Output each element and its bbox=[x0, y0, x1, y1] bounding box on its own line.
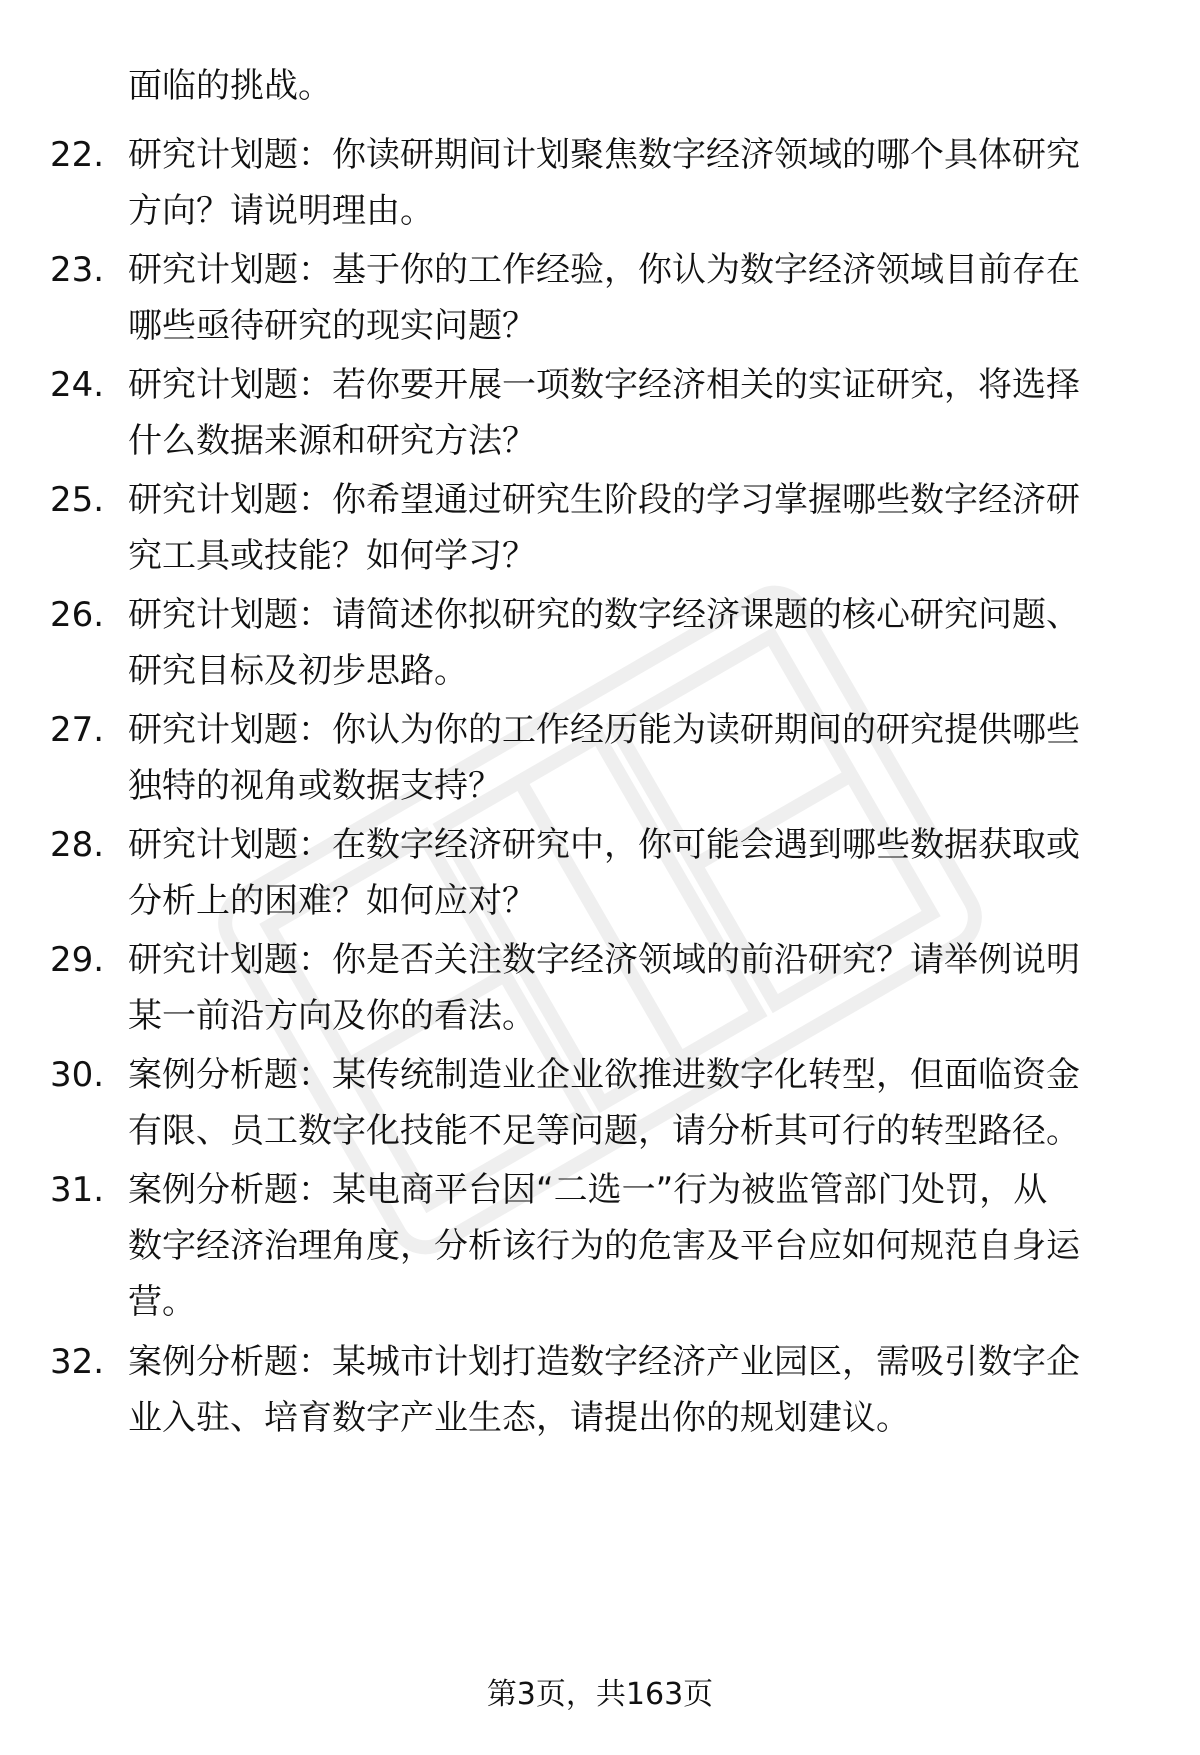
question-line: 案例分析题：某电商平台因“二选一”行为被监管部门处罚，从 bbox=[128, 1170, 1048, 1210]
question-line: 究工具或技能？如何学习？ bbox=[128, 536, 536, 576]
question-line: 有限、员工数字化技能不足等问题，请分析其可行的转型路径。 bbox=[128, 1111, 1080, 1151]
question-line: 分析上的困难？如何应对？ bbox=[128, 881, 536, 921]
question-line: 案例分析题：某传统制造业企业欲推进数字化转型，但面临资金 bbox=[128, 1055, 1080, 1095]
question-number: 26. bbox=[50, 595, 105, 635]
question-item bbox=[50, 1047, 1160, 1159]
question-number: 32. bbox=[50, 1342, 105, 1382]
question-line: 独特的视角或数据支持？ bbox=[128, 766, 502, 806]
question-number: 29. bbox=[50, 940, 105, 980]
question-number: 24. bbox=[50, 365, 105, 405]
question-item bbox=[50, 1334, 1160, 1446]
question-line: 数字经济治理角度，分析该行为的危害及平台应如何规范自身运 bbox=[128, 1226, 1080, 1266]
question-line: 案例分析题：某城市计划打造数字经济产业园区，需吸引数字企 bbox=[128, 1342, 1080, 1382]
question-line: 营。 bbox=[128, 1282, 196, 1322]
question-line: 方向？请说明理由。 bbox=[128, 191, 434, 231]
question-item bbox=[50, 357, 1160, 469]
question-item bbox=[50, 587, 1160, 699]
question-line: 某一前沿方向及你的看法。 bbox=[128, 996, 536, 1036]
question-text bbox=[128, 1334, 1160, 1446]
question-line: 研究计划题：基于你的工作经验，你认为数字经济领域目前存在 bbox=[128, 250, 1080, 290]
question-text bbox=[128, 587, 1160, 699]
question-line: 研究计划题：请简述你拟研究的数字经济课题的核心研究问题、 bbox=[128, 595, 1080, 635]
question-number: 28. bbox=[50, 825, 105, 865]
question-item bbox=[50, 817, 1160, 929]
question-item bbox=[50, 702, 1160, 814]
question-text bbox=[128, 817, 1160, 929]
question-text bbox=[128, 472, 1160, 584]
question-number: 31. bbox=[50, 1170, 105, 1210]
question-number: 25. bbox=[50, 480, 105, 520]
question-line: 研究目标及初步思路。 bbox=[128, 651, 468, 691]
question-text bbox=[128, 357, 1160, 469]
question-item bbox=[50, 127, 1160, 239]
question-item bbox=[50, 472, 1160, 584]
question-number: 23. bbox=[50, 250, 105, 290]
question-line: 研究计划题：你希望通过研究生阶段的学习掌握哪些数字经济研 bbox=[128, 480, 1080, 520]
page-number-footer: 第3页，共163页 bbox=[486, 1677, 714, 1712]
question-line: 研究计划题：在数字经济研究中，你可能会遇到哪些数据获取或 bbox=[128, 825, 1080, 865]
question-item bbox=[50, 242, 1160, 354]
question-item bbox=[50, 932, 1160, 1044]
question-number: 27. bbox=[50, 710, 105, 750]
question-number: 22. bbox=[50, 135, 105, 175]
question-number: 30. bbox=[50, 1055, 105, 1095]
question-item bbox=[50, 1162, 1160, 1330]
question-line: 什么数据来源和研究方法？ bbox=[128, 421, 536, 461]
question-text bbox=[128, 127, 1160, 239]
question-line: 研究计划题：你读研期间计划聚焦数字经济领域的哪个具体研究 bbox=[128, 135, 1080, 175]
question-text bbox=[128, 242, 1160, 354]
question-line: 哪些亟待研究的现实问题？ bbox=[128, 306, 536, 346]
question-line: 研究计划题：你是否关注数字经济领域的前沿研究？请举例说明 bbox=[128, 940, 1080, 980]
question-text bbox=[128, 702, 1160, 814]
question-line: 研究计划题：若你要开展一项数字经济相关的实证研究，将选择 bbox=[128, 365, 1080, 405]
continued-text-line: 面临的挑战。 bbox=[128, 66, 332, 106]
question-text bbox=[128, 1047, 1160, 1159]
question-text bbox=[128, 932, 1160, 1044]
question-line: 业入驻、培育数字产业生态，请提出你的规划建议。 bbox=[128, 1398, 910, 1438]
question-line: 研究计划题：你认为你的工作经历能为读研期间的研究提供哪些 bbox=[128, 710, 1080, 750]
question-text bbox=[128, 1162, 1160, 1330]
